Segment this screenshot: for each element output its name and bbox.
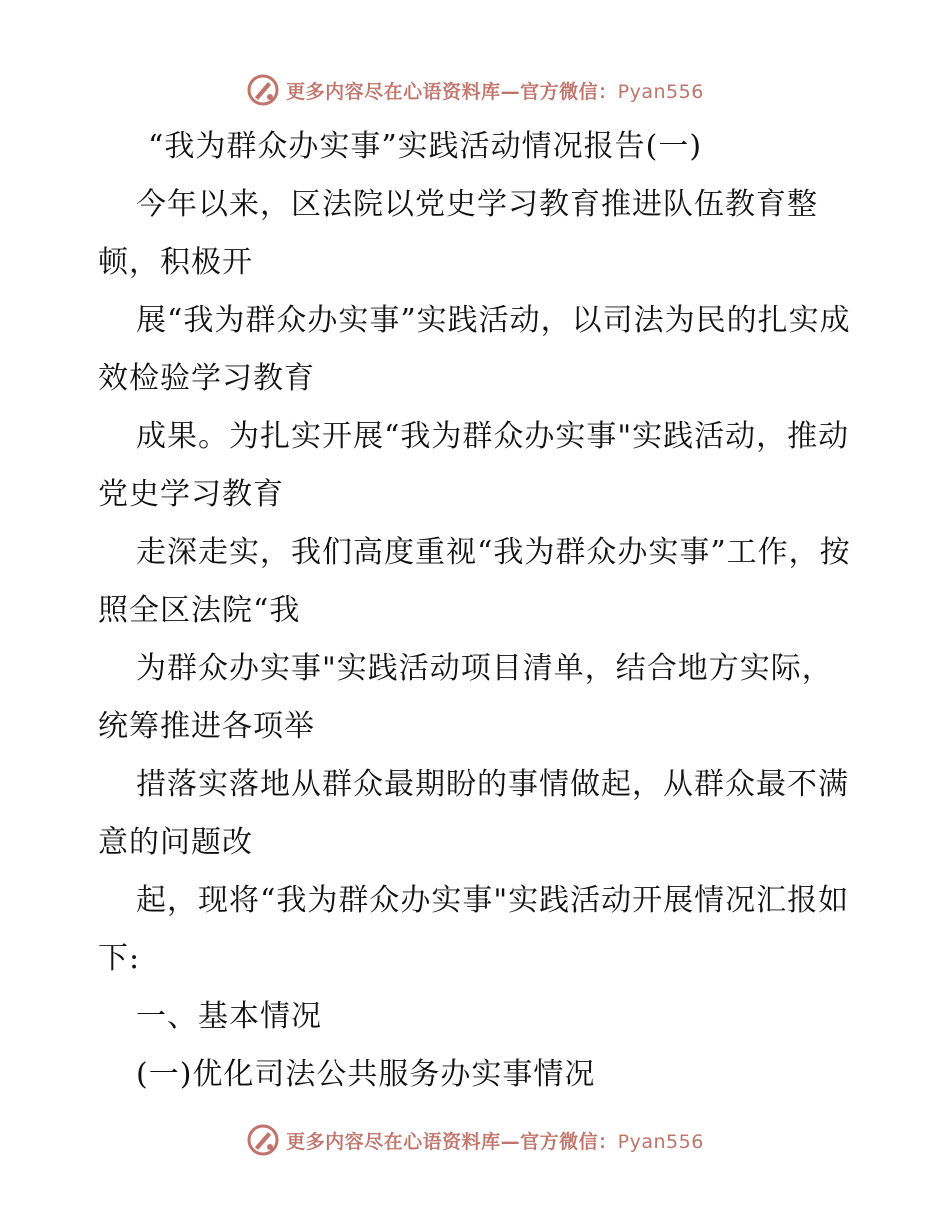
watermark-logo-icon	[246, 1123, 280, 1157]
watermark-text: 更多内容尽在心语资料库—官方微信：Pyan556	[286, 1130, 704, 1153]
document-body	[98, 118, 858, 1104]
footer-watermark	[0, 1120, 950, 1160]
subsection-heading: (一)优化司法公共服务办实事情况	[136, 1057, 596, 1092]
paragraph: 走深走实，我们高度重视“我为群众办实事”工作，按照全区法院“我	[98, 535, 851, 628]
watermark-text: 更多内容尽在心语资料库—官方微信：Pyan556	[286, 80, 704, 103]
paragraph: 今年以来，区法院以党史学习教育推进队伍教育整顿，积极开	[98, 187, 818, 280]
paragraph: 展“我为群众办实事”实践活动，以司法为民的扎实成效检验学习教育	[98, 303, 851, 396]
paragraph: 为群众办实事"实践活动项目清单，结合地方实际，统筹推进各项举	[98, 651, 833, 744]
paragraph: 措落实落地从群众最期盼的事情做起，从群众最不满意的问题改	[98, 767, 849, 860]
section-heading: 一、基本情况	[136, 999, 322, 1034]
paragraph: 起，现将“我为群众办实事"实践活动开展情况汇报如下:	[98, 883, 850, 976]
header-watermark	[0, 70, 950, 110]
paragraph: 成果。为扎实开展“我为群众办实事"实践活动，推动党史学习教育	[98, 419, 850, 512]
watermark-logo-icon	[246, 73, 280, 107]
document-title: “我为群众办实事”实践活动情况报告(一)	[148, 129, 703, 164]
